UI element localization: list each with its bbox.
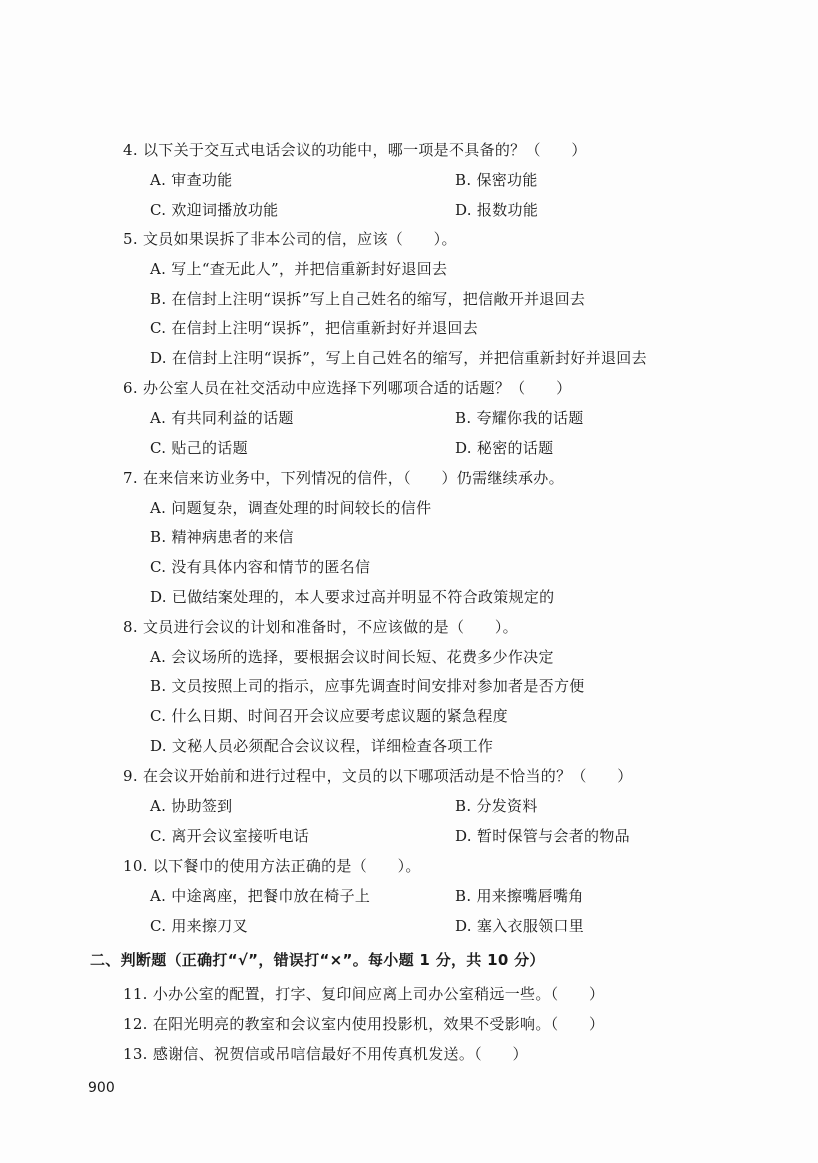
q13-statement: 13. 感谢信、祝贺信或吊唁信最好不用传真机发送。（ ） xyxy=(123,1045,528,1063)
q6-option-d: D. 秘密的话题 xyxy=(455,439,554,457)
q5-option-c: C. 在信封上注明“误拆”，把信重新封好并退回去 xyxy=(150,319,479,337)
q11-statement: 11. 小办公室的配置，打字、复印间应离上司办公室稍远一些。（ ） xyxy=(123,985,605,1003)
q4-option-d: D. 报数功能 xyxy=(455,201,539,219)
q10-option-b: B. 用来擦嘴唇嘴角 xyxy=(455,887,584,905)
q8-stem: 8. 文员进行会议的计划和准备时，不应该做的是（ ）。 xyxy=(123,618,518,636)
section-heading-judgement: 二、判断题（正确打“√”，错误打“×”。每小题 1 分，共 10 分） xyxy=(90,951,545,969)
q10-option-c: C. 用来擦刀叉 xyxy=(150,917,248,935)
q6-option-b: B. 夸耀你我的话题 xyxy=(455,409,584,427)
q8-option-c: C. 什么日期、时间召开会议应要考虑议题的紧急程度 xyxy=(150,707,508,725)
q4-option-b: B. 保密功能 xyxy=(455,171,538,189)
q5-option-a: A. 写上“查无此人”，并把信重新封好退回去 xyxy=(150,260,448,278)
q7-stem: 7. 在来信来访业务中，下列情况的信件，（ ）仍需继续承办。 xyxy=(123,469,564,487)
q4-option-a: A. 审查功能 xyxy=(150,171,233,189)
q9-option-d: D. 暂时保管与会者的物品 xyxy=(455,827,630,845)
q7-option-a: A. 问题复杂，调查处理的时间较长的信件 xyxy=(150,499,432,517)
q9-option-c: C. 离开会议室接听电话 xyxy=(150,827,310,845)
q7-option-b: B. 精神病患者的来信 xyxy=(150,528,294,546)
q8-option-b: B. 文员按照上司的指示，应事先调查时间安排对参加者是否方便 xyxy=(150,677,585,695)
q10-option-a: A. 中途离座，把餐巾放在椅子上 xyxy=(150,887,371,905)
q6-option-c: C. 贴己的话题 xyxy=(150,439,248,457)
q10-stem: 10. 以下餐巾的使用方法正确的是（ ）。 xyxy=(123,857,421,875)
q10-option-d: D. 塞入衣服领口里 xyxy=(455,917,585,935)
q6-stem: 6. 办公室人员在社交活动中应选择下列哪项合适的话题？（ ） xyxy=(123,379,572,397)
q9-stem: 9. 在会议开始前和进行过程中，文员的以下哪项活动是不恰当的？（ ） xyxy=(123,767,633,785)
q7-option-d: D. 已做结案处理的，本人要求过高并明显不符合政策规定的 xyxy=(150,588,555,606)
q7-option-c: C. 没有具体内容和情节的匿名信 xyxy=(150,558,371,576)
page-number: 900 xyxy=(88,1080,115,1096)
q5-option-b: B. 在信封上注明“误拆”写上自己姓名的缩写，把信敞开并退回去 xyxy=(150,290,586,308)
q9-option-a: A. 协助签到 xyxy=(150,797,233,815)
q8-option-d: D. 文秘人员必须配合会议议程，详细检查各项工作 xyxy=(150,737,494,755)
q6-option-a: A. 有共同利益的话题 xyxy=(150,409,294,427)
q8-option-a: A. 会议场所的选择，要根据会议时间长短、花费多少作决定 xyxy=(150,648,554,666)
q4-stem: 4. 以下关于交互式电话会议的功能中，哪一项是不具备的？（ ） xyxy=(123,141,587,159)
q9-option-b: B. 分发资料 xyxy=(455,797,538,815)
q12-statement: 12. 在阳光明亮的教室和会议室内使用投影机，效果不受影响。（ ） xyxy=(123,1015,605,1033)
q5-stem: 5. 文员如果误拆了非本公司的信，应该（ ）。 xyxy=(123,230,457,248)
q4-option-c: C. 欢迎词播放功能 xyxy=(150,201,279,219)
q5-option-d: D. 在信封上注明“误拆”，写上自己姓名的缩写，并把信重新封好并退回去 xyxy=(150,349,647,367)
